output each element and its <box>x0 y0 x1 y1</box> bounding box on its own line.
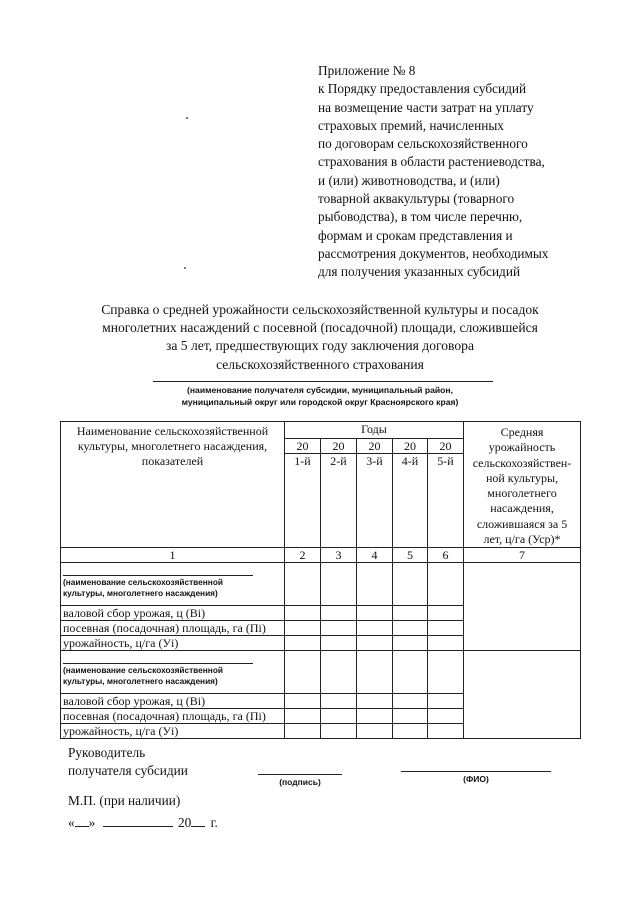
data-cell[interactable] <box>285 563 321 606</box>
avg-header-line: сельскохозяйствен- <box>472 455 572 470</box>
years-header: Годы <box>285 422 464 439</box>
data-cell[interactable] <box>321 651 357 694</box>
data-cell[interactable] <box>428 724 464 739</box>
title-line: многолетних насаждений с посевной (посадочной) площади, сложившейся <box>102 320 538 336</box>
avg-header-line: ной культуры, <box>485 470 559 485</box>
signature-caption: (подпись) <box>279 777 321 787</box>
row-label-sown-area: посевная (посадочная) площадь, га (Пi) <box>61 621 285 636</box>
document-title <box>60 301 580 374</box>
yield-table <box>60 421 581 739</box>
data-cell[interactable] <box>285 621 321 636</box>
signature-head: Руководитель <box>68 745 146 760</box>
recipient-caption <box>100 384 540 408</box>
fio-line[interactable] <box>401 771 551 772</box>
data-cell[interactable] <box>285 636 321 651</box>
data-cell[interactable] <box>285 694 321 709</box>
crop-name-cell[interactable] <box>61 563 285 606</box>
data-cell[interactable] <box>393 621 428 636</box>
appendix-line: и (или) животноводства, и (или) <box>318 172 500 188</box>
appendix-line: Приложение № 8 <box>318 63 416 78</box>
appendix-line: к Порядку предоставления субсидий <box>318 81 527 97</box>
col-number: 1 <box>61 548 285 563</box>
col-number: 3 <box>321 548 357 563</box>
seal-label: М.П. (при наличии) <box>68 793 181 808</box>
crop-caption: (наименование сельскохозяйственной <box>63 665 223 676</box>
year-label: 1-й <box>285 454 321 548</box>
appendix-line: на возмещение части затрат на уплату <box>318 99 534 115</box>
year-label: 4-й <box>393 454 428 548</box>
row-label-yield: урожайность, ц/га (Уi) <box>61 636 285 651</box>
day-field[interactable] <box>75 814 89 827</box>
scan-dot <box>184 267 186 269</box>
data-cell[interactable] <box>285 709 321 724</box>
row-label-sown-area: посевная (посадочная) площадь, га (Пi) <box>61 709 285 724</box>
col-number: 7 <box>464 548 581 563</box>
data-cell[interactable] <box>428 636 464 651</box>
year-label: 5-й <box>428 454 464 548</box>
data-cell[interactable] <box>357 724 393 739</box>
year-input[interactable]: 20 <box>285 438 321 454</box>
crop-name-line <box>63 663 253 664</box>
avg-header-line: Средняя <box>500 425 544 439</box>
data-cell[interactable] <box>321 606 357 621</box>
row-label-gross-harvest: валовой сбор урожая, ц (Bi) <box>61 694 285 709</box>
row-label-yield: урожайность, ц/га (Уi) <box>61 724 285 739</box>
data-cell[interactable] <box>357 636 393 651</box>
data-cell[interactable] <box>357 651 393 694</box>
appendix-line: формам и срокам представления и <box>318 227 513 243</box>
avg-yield-cell[interactable] <box>464 563 581 651</box>
data-cell[interactable] <box>428 563 464 606</box>
recipient-caption-line: (наименование получателя субсидии, муниципальный район, <box>187 385 453 395</box>
avg-yield-header <box>464 422 581 548</box>
date-open-quote: « <box>68 815 75 830</box>
appendix-line: по договорам сельскохозяйственного <box>318 136 528 152</box>
crop-name-cell[interactable] <box>61 651 285 694</box>
data-cell[interactable] <box>428 621 464 636</box>
year-input[interactable]: 20 <box>321 438 357 454</box>
appendix-line: товарной аквакультуры (товарного <box>318 191 515 207</box>
avg-header-line: насаждения, <box>490 501 554 516</box>
title-line: за 5 лет, предшествующих году заключения договора <box>166 338 474 354</box>
data-cell[interactable] <box>393 636 428 651</box>
avg-header-line: многолетнего <box>487 486 557 501</box>
data-cell[interactable] <box>428 709 464 724</box>
avg-yield-cell[interactable] <box>464 651 581 739</box>
avg-header-line: сложившаяся за 5 <box>476 516 568 531</box>
data-cell[interactable] <box>321 709 357 724</box>
signature-recipient: получателя субсидии <box>68 763 188 778</box>
crop-caption: (наименование сельскохозяйственной <box>63 577 223 588</box>
data-cell[interactable] <box>428 694 464 709</box>
appendix-header <box>318 62 618 282</box>
recipient-caption-line: муниципальный округ или городской округ Красноярского края) <box>181 397 459 407</box>
row-label-gross-harvest: валовой сбор урожая, ц (Bi) <box>61 606 285 621</box>
col-number: 5 <box>393 548 428 563</box>
data-cell[interactable] <box>321 724 357 739</box>
crop-name-line <box>63 575 253 576</box>
data-cell[interactable] <box>357 709 393 724</box>
data-cell[interactable] <box>357 606 393 621</box>
col-number: 6 <box>428 548 464 563</box>
year-field[interactable] <box>191 814 205 827</box>
data-cell[interactable] <box>393 651 428 694</box>
date-suffix: г. <box>210 815 218 830</box>
date-line <box>68 814 218 832</box>
appendix-line: рыбоводства), в том числе перечню, <box>318 209 523 225</box>
data-cell[interactable] <box>285 606 321 621</box>
data-cell[interactable] <box>321 694 357 709</box>
name-column-header: Наименование сельскохозяйственной культуры, многолетнего насаждения, показателей <box>61 422 285 548</box>
data-cell[interactable] <box>321 563 357 606</box>
data-cell[interactable] <box>357 563 393 606</box>
recipient-fill-line[interactable] <box>153 381 493 382</box>
data-cell[interactable] <box>393 563 428 606</box>
avg-header-line: лет, ц/га (Уср)* <box>483 532 561 547</box>
year-input[interactable]: 20 <box>393 438 428 454</box>
appendix-line: для получения указанных субсидий <box>318 264 521 280</box>
date-year-prefix: 20 <box>177 815 192 830</box>
year-input[interactable]: 20 <box>428 438 464 454</box>
data-cell[interactable] <box>428 606 464 621</box>
fio-caption: (ФИО) <box>463 774 489 784</box>
date-close-quote: » <box>88 815 96 830</box>
data-cell[interactable] <box>393 694 428 709</box>
crop-caption: культуры, многолетнего насаждения) <box>63 588 218 599</box>
avg-header-line: урожайность <box>488 440 556 455</box>
data-cell[interactable] <box>393 606 428 621</box>
signature-line[interactable] <box>258 774 342 775</box>
appendix-line: рассмотрения документов, необходимых <box>318 245 549 261</box>
year-label: 2-й <box>321 454 357 548</box>
month-field[interactable] <box>103 814 173 827</box>
data-cell[interactable] <box>321 621 357 636</box>
scan-dot <box>186 117 188 119</box>
crop-caption: культуры, многолетнего насаждения) <box>63 676 218 687</box>
title-line: сельскохозяйственного страхования <box>216 356 424 372</box>
data-cell[interactable] <box>393 724 428 739</box>
data-cell[interactable] <box>357 694 393 709</box>
data-cell[interactable] <box>285 724 321 739</box>
data-cell[interactable] <box>321 636 357 651</box>
year-label: 3-й <box>357 454 393 548</box>
data-cell[interactable] <box>357 621 393 636</box>
data-cell[interactable] <box>393 709 428 724</box>
appendix-line: страховых премий, начисленных <box>318 117 504 133</box>
appendix-line: страхования в области растениеводства, <box>318 154 545 170</box>
data-cell[interactable] <box>428 651 464 694</box>
data-cell[interactable] <box>285 651 321 694</box>
col-number: 2 <box>285 548 321 563</box>
year-input[interactable]: 20 <box>357 438 393 454</box>
col-number: 4 <box>357 548 393 563</box>
title-line: Справка о средней урожайности сельскохозяйственной культуры и посадок <box>101 302 539 317</box>
